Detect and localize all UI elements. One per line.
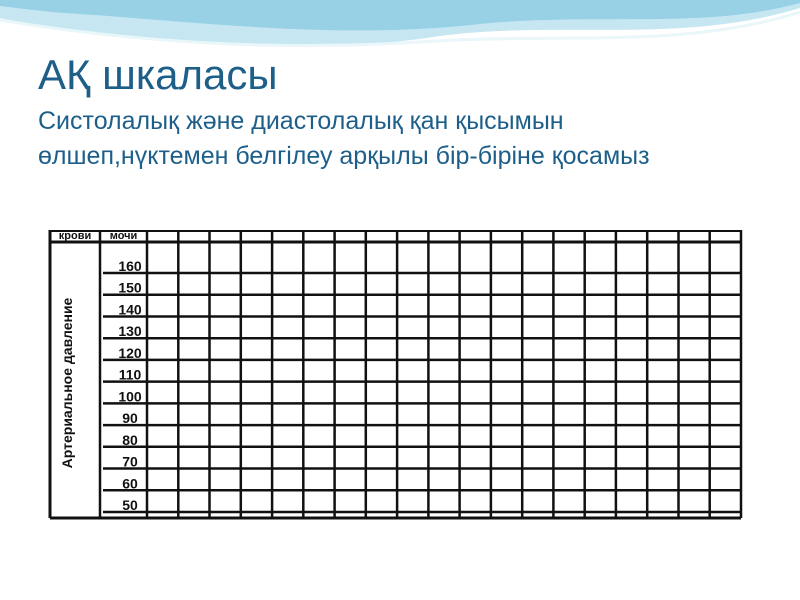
y-tick-label: 110 — [118, 366, 142, 383]
y-tick-label: 100 — [118, 388, 142, 405]
chart-ylabel: Артериальное давление — [59, 297, 75, 469]
y-tick-label: 150 — [118, 279, 142, 296]
y-tick-label: 80 — [122, 431, 138, 448]
y-tick-label: 130 — [118, 323, 142, 340]
page-title: АҚ шкаласы — [38, 51, 278, 98]
header-label-blood: крови — [58, 230, 92, 242]
y-tick-label: 90 — [122, 410, 138, 427]
y-tick-label: 160 — [118, 258, 142, 274]
header-label-urine: мочи — [109, 230, 138, 242]
y-tick-label: 60 — [122, 475, 138, 492]
y-tick-label: 140 — [118, 301, 142, 318]
page-subtitle: Систолалық және диастолалық қан қысымын өлшеп,нүктемен белгілеу арқылы бір-біріне қосамыз — [38, 107, 650, 170]
y-tick-label: 70 — [122, 453, 138, 470]
chart-grid — [50, 230, 741, 518]
y-tick-label: 50 — [122, 497, 138, 513]
y-tick-label: 120 — [118, 344, 142, 361]
